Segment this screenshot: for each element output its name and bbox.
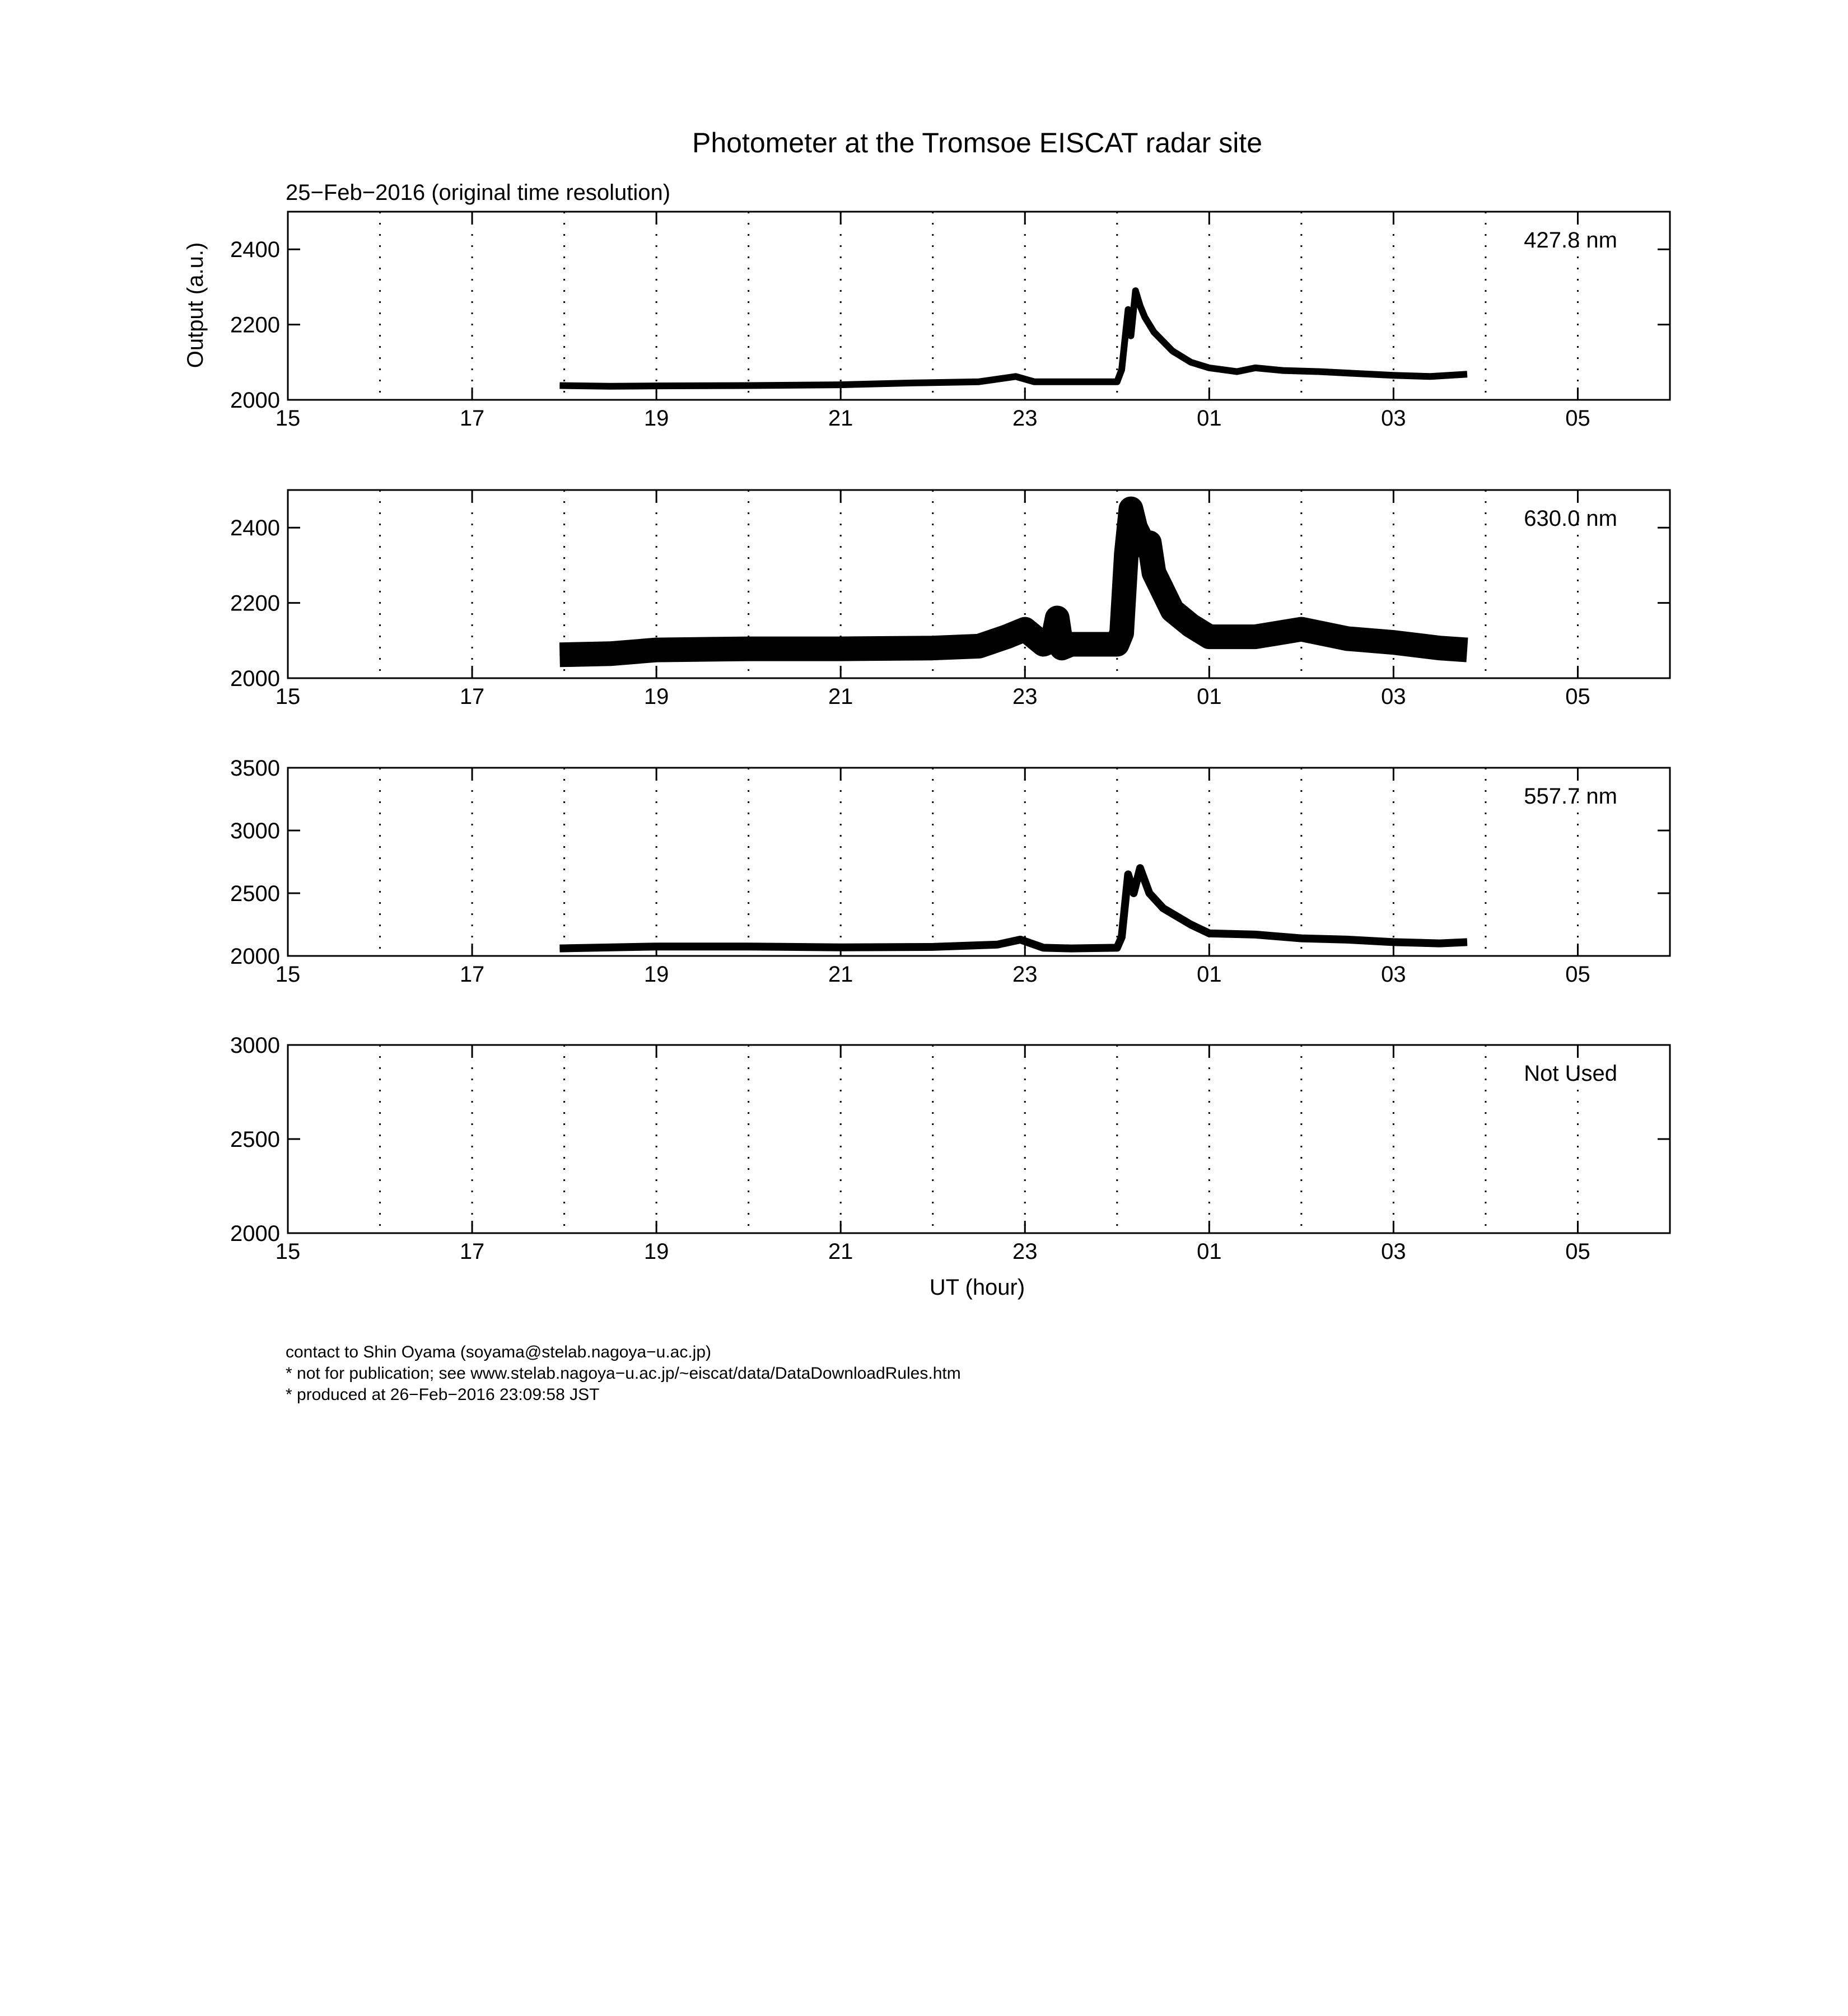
series-line — [559, 509, 1467, 655]
x-tick-label: 15 — [275, 406, 301, 431]
panel-3 — [230, 756, 1670, 987]
x-tick-label: 15 — [275, 684, 301, 709]
x-tick-label: 23 — [1012, 1239, 1038, 1264]
panel-label: 630.0 nm — [1524, 506, 1617, 531]
axes-frame — [288, 768, 1670, 956]
y-tick-label: 2200 — [230, 591, 280, 616]
y-tick-label: 2000 — [230, 388, 280, 413]
y-axis-label: Output (a.u.) — [183, 242, 208, 368]
x-tick-label: 19 — [643, 406, 669, 431]
x-tick-label: 21 — [828, 406, 853, 431]
axes-frame — [288, 1045, 1670, 1233]
x-tick-label: 23 — [1012, 962, 1038, 987]
x-tick-label: 01 — [1197, 684, 1222, 709]
x-tick-label: 19 — [643, 962, 669, 987]
footer-produced: * produced at 26−Feb−2016 23:09:58 JST — [286, 1385, 600, 1404]
x-tick-label: 01 — [1197, 962, 1222, 987]
chart-title: Photometer at the Tromsoe EISCAT radar site — [692, 127, 1263, 158]
panel-label: 427.8 nm — [1524, 228, 1617, 253]
chart-subtitle: 25−Feb−2016 (original time resolution) — [286, 180, 671, 205]
series-trace — [559, 291, 1467, 386]
y-tick-label: 3000 — [230, 819, 280, 843]
x-tick-label: 17 — [459, 962, 485, 987]
y-tick-label: 2500 — [230, 1127, 280, 1152]
panel-label: 557.7 nm — [1524, 784, 1617, 809]
series-line — [559, 868, 1467, 948]
x-tick-label: 21 — [828, 1239, 853, 1264]
x-tick-label: 21 — [828, 962, 853, 987]
x-tick-label: 05 — [1565, 406, 1590, 431]
x-tick-label: 03 — [1381, 962, 1406, 987]
x-tick-label: 03 — [1381, 684, 1406, 709]
y-tick-label: 2000 — [230, 666, 280, 691]
y-tick-label: 2400 — [230, 516, 280, 541]
y-tick-label: 2200 — [230, 312, 280, 338]
panel-label: Not Used — [1524, 1061, 1617, 1086]
panel-2 — [230, 490, 1670, 709]
footer-contact: contact to Shin Oyama (soyama@stelab.nagoya−u.ac.jp) — [286, 1343, 712, 1361]
panels — [230, 212, 1670, 1264]
x-tick-label: 01 — [1197, 1239, 1222, 1264]
y-tick-label: 2500 — [230, 881, 280, 906]
footer-notes — [286, 1342, 961, 1406]
x-tick-label: 21 — [828, 684, 853, 709]
x-tick-label: 15 — [275, 1239, 301, 1264]
y-tick-label: 2400 — [230, 237, 280, 263]
y-tick-label: 2000 — [230, 944, 280, 969]
y-tick-label: 2000 — [230, 1221, 280, 1246]
x-tick-label: 19 — [643, 1239, 669, 1264]
x-tick-label: 05 — [1565, 962, 1590, 987]
footer-rules: * not for publication; see www.stelab.nagoya−u.ac.jp/~eiscat/data/DataDownloadRules.htm — [286, 1364, 961, 1383]
x-tick-label: 05 — [1565, 1239, 1590, 1264]
x-tick-label: 17 — [459, 406, 485, 431]
x-tick-label: 23 — [1012, 406, 1038, 431]
x-tick-label: 05 — [1565, 684, 1590, 709]
panel-1 — [230, 212, 1670, 431]
x-tick-label: 03 — [1381, 1239, 1406, 1264]
x-tick-label: 01 — [1197, 406, 1222, 431]
x-tick-label: 19 — [643, 684, 669, 709]
x-tick-label: 23 — [1012, 684, 1038, 709]
y-tick-label: 3500 — [230, 756, 280, 781]
x-tick-label: 17 — [459, 1239, 485, 1264]
x-tick-label: 15 — [275, 962, 301, 987]
panel-4 — [230, 1033, 1670, 1264]
y-tick-label: 3000 — [230, 1033, 280, 1058]
x-axis-label: UT (hour) — [929, 1275, 1025, 1300]
x-tick-label: 17 — [459, 684, 485, 709]
x-tick-label: 03 — [1381, 406, 1406, 431]
